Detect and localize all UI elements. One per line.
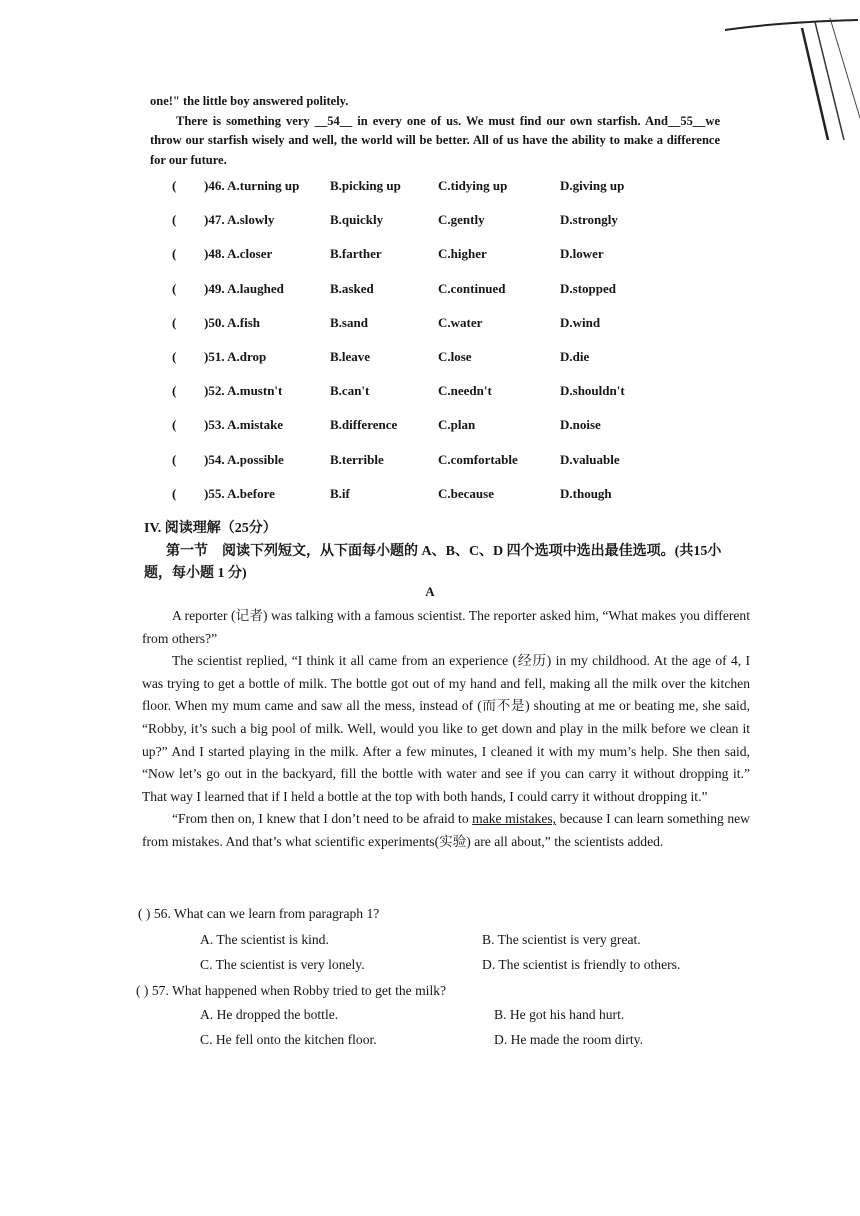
answer-blank: (	[172, 451, 177, 467]
option-a[interactable]: )51. A.drop	[204, 348, 267, 364]
cloze-text: we throw our starfish wisely and well, the world will be better. All of us have the ability to make a difference for our future.	[150, 113, 720, 167]
cloze-option-row	[172, 383, 692, 417]
option-c[interactable]: C. He fell onto the kitchen floor.	[200, 1032, 377, 1047]
option-a[interactable]: )48. A.closer	[204, 246, 273, 262]
option-a[interactable]: )49. A.laughed	[204, 280, 284, 296]
cloze-passage-end	[150, 92, 720, 170]
cloze-text: And	[644, 113, 668, 128]
option-c[interactable]: C.gently	[438, 212, 485, 228]
answer-blank: (	[172, 485, 177, 501]
answer-blank: (	[172, 348, 177, 364]
blank-54: __54__	[314, 113, 353, 128]
answer-blank: (	[172, 178, 177, 193]
option-d[interactable]: D.noise	[560, 417, 601, 433]
question-stem: ( ) 57. What happened when Robby tried to get the milk?	[136, 983, 447, 998]
cloze-option-row	[172, 212, 692, 246]
cloze-options-list	[172, 178, 692, 520]
option-c[interactable]: C.tidying up	[438, 178, 508, 193]
option-c[interactable]: C.water	[438, 314, 483, 330]
option-d[interactable]: D.lower	[560, 246, 604, 262]
question-57	[136, 983, 756, 1063]
underlined-phrase: make mistakes,	[472, 811, 557, 827]
cloze-text: in every one of us. We must find our own starfish.	[357, 113, 641, 128]
cloze-option-row	[172, 349, 692, 383]
option-b[interactable]: B.picking up	[330, 178, 401, 193]
option-c[interactable]: C.lose	[438, 348, 472, 364]
option-c[interactable]: C.continued	[438, 280, 506, 296]
question-stem: ( ) 56. What can we learn from paragraph 1?	[138, 906, 380, 921]
option-a[interactable]: )55. A.before	[204, 485, 275, 501]
passage-paragraph-2: The scientist replied, “I think it all came from an experience (经历) in my childhood. At the age of 4, I was trying to get a bottle of milk. The bottle got out of my hand and fell, making all the milk over the kitchen floor. When my mum came and saw all the mess, instead of (而不是) shouting at me or beating me, she said, “Robby, it’s such a big pool of milk. Well, would you like to get down and play in the milk before we clean it up?” And I started playing in the milk. After a few minutes, I cleaned it with my mum’s help. She then said, “Now let’s go out in the backyard, fill the bottle with water and see if you can carry it without dropping it.” That way I learned that if I held a bottle at the top with both hands, I could carry it without dropping it.”	[142, 653, 750, 804]
option-b[interactable]: B.leave	[330, 348, 371, 364]
blank-55: __55__	[667, 113, 706, 128]
passage-paragraph-3	[142, 808, 750, 853]
option-d[interactable]: D. The scientist is friendly to others.	[482, 957, 681, 972]
question-56	[138, 906, 758, 986]
answer-blank: (	[172, 417, 177, 433]
option-a[interactable]: A. He dropped the bottle.	[200, 1007, 339, 1022]
option-c[interactable]: C. The scientist is very lonely.	[200, 957, 365, 972]
passage-text: because I can learn something new from mistakes. And that’s what scientific experiments(实验) are all about,” the scientists added.	[142, 811, 750, 849]
answer-blank: (	[172, 212, 177, 228]
cloze-option-row	[172, 486, 692, 520]
cloze-option-row	[172, 178, 692, 212]
passage-paragraph-1: A reporter (记者) was talking with a famous scientist. The reporter asked him, “What makes you different from others?”	[142, 608, 750, 646]
option-b[interactable]: B.can't	[330, 383, 370, 399]
passage-text: “From then on, I knew that I don’t need to be afraid to	[172, 811, 469, 827]
answer-blank: (	[172, 314, 177, 330]
option-d[interactable]: D.stopped	[560, 280, 616, 296]
cloze-option-row	[172, 281, 692, 315]
cloze-text: There is something very	[176, 113, 310, 128]
cloze-option-row	[172, 417, 692, 451]
option-d[interactable]: D.die	[560, 348, 590, 364]
option-d[interactable]: D.though	[560, 485, 612, 501]
option-b[interactable]: B.if	[330, 485, 350, 501]
passage-a	[142, 605, 750, 854]
option-a[interactable]: )50. A.fish	[204, 314, 260, 330]
cloze-option-row	[172, 452, 692, 486]
option-a[interactable]: )53. A.mistake	[204, 417, 284, 433]
option-a[interactable]: )46. A.turning up	[204, 178, 300, 193]
option-b[interactable]: B.difference	[330, 417, 398, 433]
option-c[interactable]: C.higher	[438, 246, 487, 262]
option-d[interactable]: D.wind	[560, 314, 601, 330]
instruction-text: 阅读下列短文，从下面每小题的 A、B、C、D 四个选项中选出最佳选项。(共15小题，每小题 1 分)	[144, 544, 722, 581]
cloze-paragraph	[150, 112, 720, 171]
option-c[interactable]: C.plan	[438, 417, 476, 433]
answer-blank: (	[172, 383, 177, 399]
option-c[interactable]: C.because	[438, 485, 494, 501]
cloze-option-row	[172, 246, 692, 280]
section-instruction	[144, 541, 744, 585]
cloze-option-row	[172, 315, 692, 349]
option-c[interactable]: C.needn't	[438, 383, 492, 399]
option-b[interactable]: B. The scientist is very great.	[482, 932, 641, 947]
option-b[interactable]: B. He got his hand hurt.	[494, 1007, 625, 1022]
section-title: IV. 阅读理解（25分）	[144, 521, 277, 536]
option-d[interactable]: D.shouldn't	[560, 383, 625, 399]
option-b[interactable]: B.sand	[330, 314, 368, 330]
passage-label: A	[425, 584, 435, 599]
option-d[interactable]: D. He made the room dirty.	[494, 1032, 643, 1047]
cloze-line-1: one!" the little boy answered politely.	[150, 94, 349, 108]
option-d[interactable]: D.giving up	[560, 178, 625, 193]
option-a[interactable]: )54. A.possible	[204, 451, 284, 467]
part-label: 第一节	[166, 544, 208, 559]
option-c[interactable]: C.comfortable	[438, 451, 518, 467]
option-a[interactable]: )47. A.slowly	[204, 212, 275, 228]
option-d[interactable]: D.strongly	[560, 212, 618, 228]
answer-blank: (	[172, 280, 177, 296]
answer-blank: (	[172, 246, 177, 262]
option-b[interactable]: B.asked	[330, 280, 374, 296]
option-a[interactable]: A. The scientist is kind.	[200, 932, 329, 947]
option-b[interactable]: B.farther	[330, 246, 382, 262]
option-a[interactable]: )52. A.mustn't	[204, 383, 283, 399]
option-b[interactable]: B.quickly	[330, 212, 384, 228]
option-d[interactable]: D.valuable	[560, 451, 620, 467]
option-b[interactable]: B.terrible	[330, 451, 384, 467]
